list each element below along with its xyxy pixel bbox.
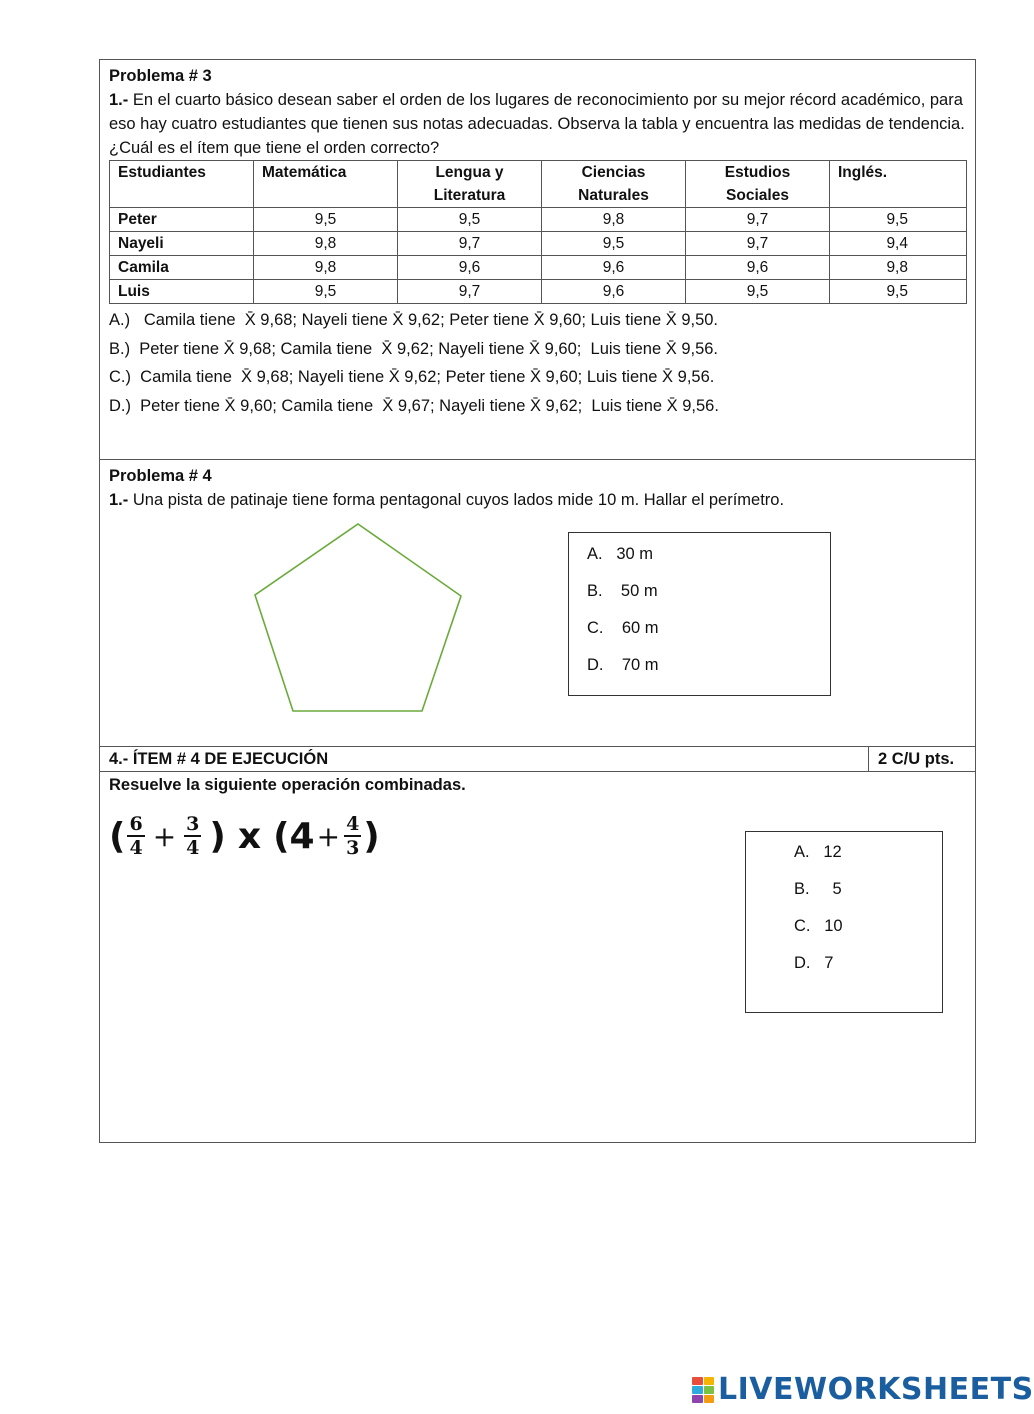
liveworksheets-wordmark: LIVEWORKSHEETS bbox=[718, 1372, 1034, 1407]
answer-c[interactable]: C. 60 m bbox=[587, 619, 659, 637]
table-row bbox=[110, 208, 967, 232]
answer-a[interactable]: A. 30 m bbox=[587, 545, 654, 563]
problem-4-statement bbox=[109, 488, 966, 512]
grade-cell: 9,6 bbox=[542, 256, 686, 280]
table-row bbox=[110, 256, 967, 280]
fraction-3-4 bbox=[184, 813, 201, 859]
problem-4-title: Problema # 4 bbox=[109, 467, 212, 485]
grades-table bbox=[109, 160, 967, 304]
table-row bbox=[110, 280, 967, 304]
grade-cell: 9,5 bbox=[686, 280, 830, 304]
grade-cell: 9,5 bbox=[542, 232, 686, 256]
pentagon-figure bbox=[245, 520, 475, 720]
problem-4-section bbox=[100, 459, 975, 746]
item-4-header: 4.- ÍTEM # 4 DE EJECUCIÓN bbox=[100, 747, 869, 771]
grade-cell: 9,6 bbox=[686, 256, 830, 280]
item-4-points: 2 C/U pts. bbox=[878, 750, 955, 768]
combined-operation bbox=[109, 813, 380, 859]
grades-header-row bbox=[110, 161, 967, 208]
header-social: Estudios Sociales bbox=[686, 161, 830, 208]
grade-cell: 9,7 bbox=[686, 208, 830, 232]
header-english: Inglés. bbox=[830, 161, 967, 208]
option-b[interactable]: B.) Peter tiene X̄ 9,68; Camila tiene X̄ 9,62; Nayeli tiene X̄ 9,60; Luis tiene X̄ 9,56. bbox=[109, 339, 719, 358]
close-paren: ) bbox=[363, 815, 380, 857]
answer-d[interactable]: D. 7 bbox=[794, 954, 834, 972]
student-name: Luis bbox=[110, 280, 254, 304]
header-science: Ciencias Naturales bbox=[542, 161, 686, 208]
item-4-header-row bbox=[100, 747, 975, 772]
option-a[interactable]: A.) Camila tiene X̄ 9,68; Nayeli tiene X̄ 9,62; Peter tiene X̄ 9,60; Luis tiene X̄ 9,50. bbox=[109, 311, 719, 329]
liveworksheets-logo-icon bbox=[692, 1377, 714, 1403]
problem-4-lead: 1.- bbox=[109, 491, 129, 509]
grade-cell: 9,8 bbox=[254, 232, 398, 256]
open-paren: ( bbox=[109, 815, 126, 857]
grade-cell: 9,5 bbox=[830, 208, 967, 232]
grade-cell: 9,7 bbox=[398, 232, 542, 256]
answer-d[interactable]: D. 70 m bbox=[587, 656, 659, 674]
grade-cell: 9,5 bbox=[398, 208, 542, 232]
grade-cell: 9,7 bbox=[398, 280, 542, 304]
problem-3-text: En el cuarto básico desean saber el orden de los lugares de reconocimiento por su mejor récord académico, para eso hay cuatro estudiantes que tienen sus notas adecuadas. Observa la tabla y encuentra las medidas de tendencia. ¿Cuál es el ítem que tiene el orden correcto? bbox=[109, 91, 965, 157]
grade-cell: 9,5 bbox=[254, 208, 398, 232]
answer-b[interactable]: B. 50 m bbox=[587, 582, 658, 600]
close-paren: ) bbox=[209, 815, 226, 857]
fraction-4-3 bbox=[344, 813, 361, 859]
problem-3-section bbox=[100, 60, 975, 459]
denominator: 3 bbox=[346, 837, 360, 859]
denominator: 4 bbox=[129, 837, 143, 859]
numerator: 6 bbox=[129, 813, 143, 835]
liveworksheets-brand bbox=[692, 1372, 1034, 1407]
denominator: 4 bbox=[186, 837, 200, 859]
problem-3-statement bbox=[109, 88, 966, 160]
grade-cell: 9,8 bbox=[254, 256, 398, 280]
table-row bbox=[110, 232, 967, 256]
numerator: 3 bbox=[186, 813, 200, 835]
plus-sign: + bbox=[152, 819, 177, 853]
header-math: Matemática bbox=[254, 161, 398, 208]
grade-cell: 9,8 bbox=[542, 208, 686, 232]
header-students: Estudiantes bbox=[110, 161, 254, 208]
item-4-instruction: Resuelve la siguiente operación combinadas. bbox=[109, 776, 466, 794]
problem-3-lead: 1.- bbox=[109, 91, 129, 109]
grade-cell: 9,8 bbox=[830, 256, 967, 280]
pentagon-shape bbox=[255, 524, 461, 711]
plus-sign: + bbox=[316, 819, 341, 853]
problem-3-title: Problema # 3 bbox=[109, 67, 212, 85]
grade-cell: 9,5 bbox=[830, 280, 967, 304]
answer-b[interactable]: B. 5 bbox=[794, 880, 842, 898]
student-name: Nayeli bbox=[110, 232, 254, 256]
problem-4-answer-box bbox=[568, 532, 831, 696]
option-c[interactable]: C.) Camila tiene X̄ 9,68; Nayeli tiene X̄ 9,62; Peter tiene X̄ 9,60; Luis tiene X̄ 9,56. bbox=[109, 368, 715, 386]
grade-cell: 9,6 bbox=[398, 256, 542, 280]
fraction-6-4 bbox=[127, 813, 144, 859]
times-sign: x bbox=[237, 815, 262, 857]
grade-cell: 9,5 bbox=[254, 280, 398, 304]
answer-c[interactable]: C. 10 bbox=[794, 917, 843, 935]
numerator: 4 bbox=[346, 813, 360, 835]
option-d[interactable]: D.) Peter tiene X̄ 9,60; Camila tiene X̄ 9,67; Nayeli tiene X̄ 9,62; Luis tiene X̄ 9,56. bbox=[109, 396, 719, 415]
student-name: Peter bbox=[110, 208, 254, 232]
grade-cell: 9,6 bbox=[542, 280, 686, 304]
grade-cell: 9,7 bbox=[686, 232, 830, 256]
grade-cell: 9,4 bbox=[830, 232, 967, 256]
answer-a[interactable]: A. 12 bbox=[794, 843, 842, 861]
header-language: Lengua y Literatura bbox=[398, 161, 542, 208]
open-paren-four: (4 bbox=[273, 815, 315, 857]
item-4-answer-box bbox=[745, 831, 943, 1013]
problem-3-options bbox=[109, 306, 966, 420]
problem-4-text: Una pista de patinaje tiene forma pentagonal cuyos lados mide 10 m. Hallar el perímetro. bbox=[128, 491, 785, 509]
student-name: Camila bbox=[110, 256, 254, 280]
